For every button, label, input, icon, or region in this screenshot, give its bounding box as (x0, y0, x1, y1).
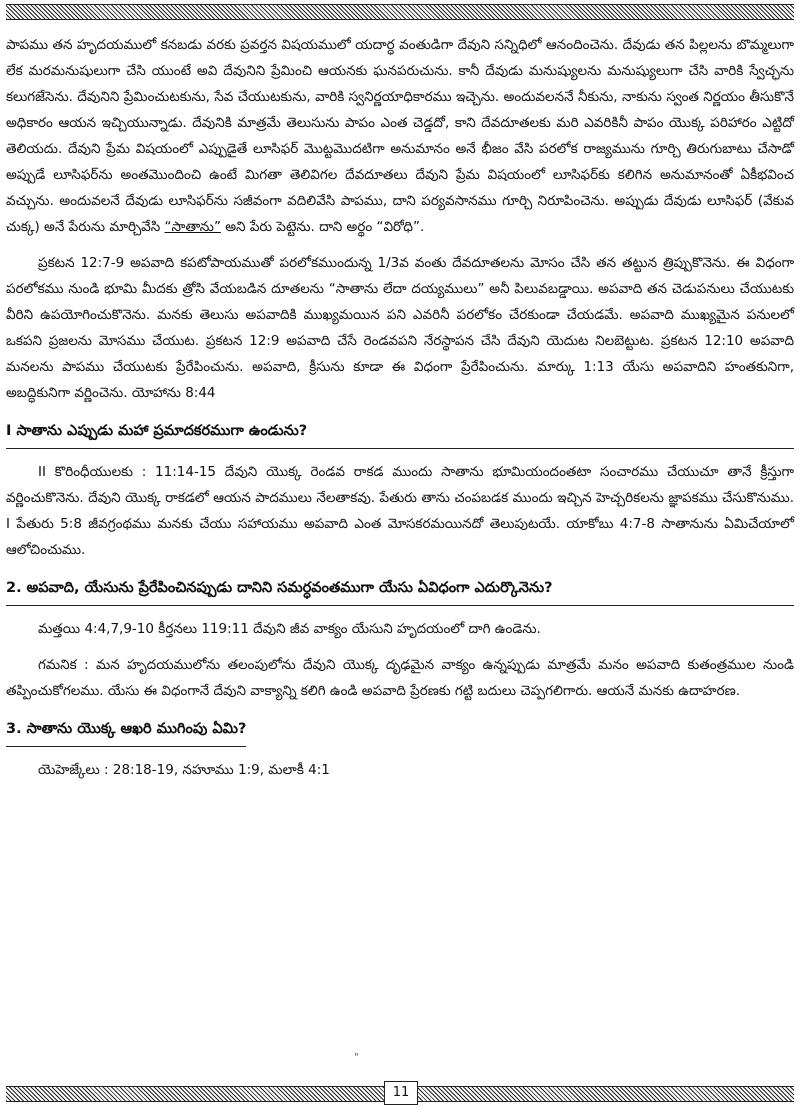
section-heading-1: I సాతాను ఎప్పుడు మహా ప్రమాదకరముగా ఉండును? (6, 418, 794, 449)
page-number: 11 (384, 1081, 418, 1105)
section-heading-2: 2. అపవాది, యేసును ప్రేరేపించినప్పుడు దానిని సమర్ధవంతముగా యేసు ఏవిధంగా ఎదుర్కొనెను? (6, 575, 794, 606)
underlined-term-satan: “సాతాను” (164, 219, 221, 235)
paragraph-corinthians: II కొరింధీయులకు : 11:14-15 దేవుని యొక్క రెండవ రాకడ ముందు సాతాను భూమియందంతటా సంచారము చేయుచూ తానే క్రీస్తుగా వర్ణించుకొనెను. దేవుని యొక్క రాకడలో ఆయన పాదములు నేలతాకవు. పేతురు తాను చంపబడక ముందు ఇచ్చిన హెచ్చరికలను జ్ఞాపకము చేసుకొనుము. I పేతురు 5:8 జీవగ్రంథము మనకు చేయు సహాయము అపవాది ఎంత మోసకరమయినదో తెలుపుటయే. యాకోబు 4:7-8 సాతానును ఏమిచేయాలో ఆలోచించుము. (6, 464, 794, 558)
paragraph-references: యెహెజ్కేలు : 28:18-19, నహూము 1:9, మలాకీ 4:1 (38, 762, 330, 778)
section-heading-3: 3. సాతాను యొక్క ఆఖరి ముగింపు ఏమి? (6, 716, 246, 747)
paragraph-matthew: మత్తయి 4:4,7,9-10 కీర్తనలు 119:11 దేవుని జీవ వాక్యం యేసుని హృదయంలో దాగి ఉండెను. (38, 621, 541, 637)
paragraph-lucifer: పాపము తన హృదయములో కనబడు వరకు ప్రవర్తన విషయములో యదార్ధ వంతుడిగా దేవుని సన్నిధిలో ఆనందించెను. దేవుడు తన పిల్లలను బొమ్మలుగా లేక మరమనుషులుగా చేసి యుంటే అవి దేవునిని ప్రేమించి ఆయనకు ఘనపరుచును. కానీ దేవుడు మనుష్యులను మనుష్యులుగా చేసి వారికి స్వేచ్ఛను కలుగజేసెను. దేవునిని ప్రేమించుటకును, సేవ చేయుటకును, వారికి స్వనిర్ణయాధికారము ఇచ్చెను. అందువలననే నీకును, నాకును స్వంత నిర్ణయం తీసుకొనే అధికారం ఆయన ఇచ్చియున్నాడు. దేవునికి మాత్రమే తెలుసును పాపం ఎంత చెడ్డదో, కాని దేవదూతలకు మరి ఎవరికినీ పాపం యొక్క పరిహారం ఎట్టిదో తెలియదు. దేవుని ప్రేమ విషయంలో ఎప్పుడైతే లూసిఫర్ మొట్టమొదటిగా అనుమానం అనే భీజం వేసి పరలోక రాజ్యమును గూర్చి తిరుగుబాటు చేసాడో అప్పుడే లూసిఫర్‌ను అంతమొందించి ఉంటే మిగతా తెలివిగల దేవదూతలు దేవుని ప్రేమ విషయంలో లూసిఫర్‌కు కలిగిన అనుమానంతో ఏకీభవించ వచ్చును. అందువలనే దేవుడు లూసిఫర్‌ను సజీవంగా వదిలివేసి పాపము, దాని పర్యవసానము గూర్చి నిరూపించెను. అప్పుడు దేవుడు లూసిఫర్ (వేకువ చుక్క) అనే పేరును మార్చివేసి “సాతాను” అని పేరు పెట్టెను. దాని అర్థం “విరోధి”. (6, 37, 794, 235)
footer-mark: " (354, 1052, 359, 1063)
paragraph-revelation: ప్రకటన 12:7-9 అపవాది కపటోపాయముతో పరలోకముందున్న 1/3వ వంతు దేవదూతలను మోసం చేసి తన తట్టున త్రిప్పుకొనెను. ఈ విధంగా పరలోకము నుండి భూమి మీదకు త్రోసి వేయబడిన దూతలను “సాతాను లేదా దయ్యములు” అనీ పిలువబడ్డాయి. అపవాది తన చెడుపనులు చేయుటకు వీరిని ఉపయోగించుకొనెను. మనకు తెలుసు అపవాదికి ముఖ్యమయిన పని ఎవరినీ పరలోకం చేరకుండా చేయడమే. అపవాది ముఖ్యమైన పనులలో ఒకపని ప్రజలను మోసము చేయుట. ప్రకటన 12:9 అపవాది చేసే రెండవపని నేరస్థాపన చేసి దేవుని యెదుట నిలబెట్టుట. ప్రకటన 12:10 అపవాది మనలను పాపము చేయుటకు ప్రేరేపించును. అపవాది, క్రీసును కూడా ఈ విధంగా ప్రేరేపించును. మార్కు 1:13 యేసు అపవాదిని హంతకునిగా, అబద్ధికునిగా వర్ణించెను. యోహాను 8:44 (6, 255, 794, 401)
page-content (6, 32, 794, 783)
top-border-band (6, 4, 794, 20)
paragraph-note: గమనిక : మన హృదయములోను తలంపులోను దేవుని యొక్క దృఢమైన వాక్యం ఉన్నప్పుడు మాత్రమే మనం అపవాది కుతంత్రముల నుండి తప్పించుకోగలము. యేసు ఈ విధంగానే దేవుని వాక్యాన్ని కలిగి ఉండి అపవాది ప్రేరణకు గట్టి బదులు చెప్పగలిగారు. ఆయనే మనకు ఉదాహరణ. (6, 657, 794, 699)
